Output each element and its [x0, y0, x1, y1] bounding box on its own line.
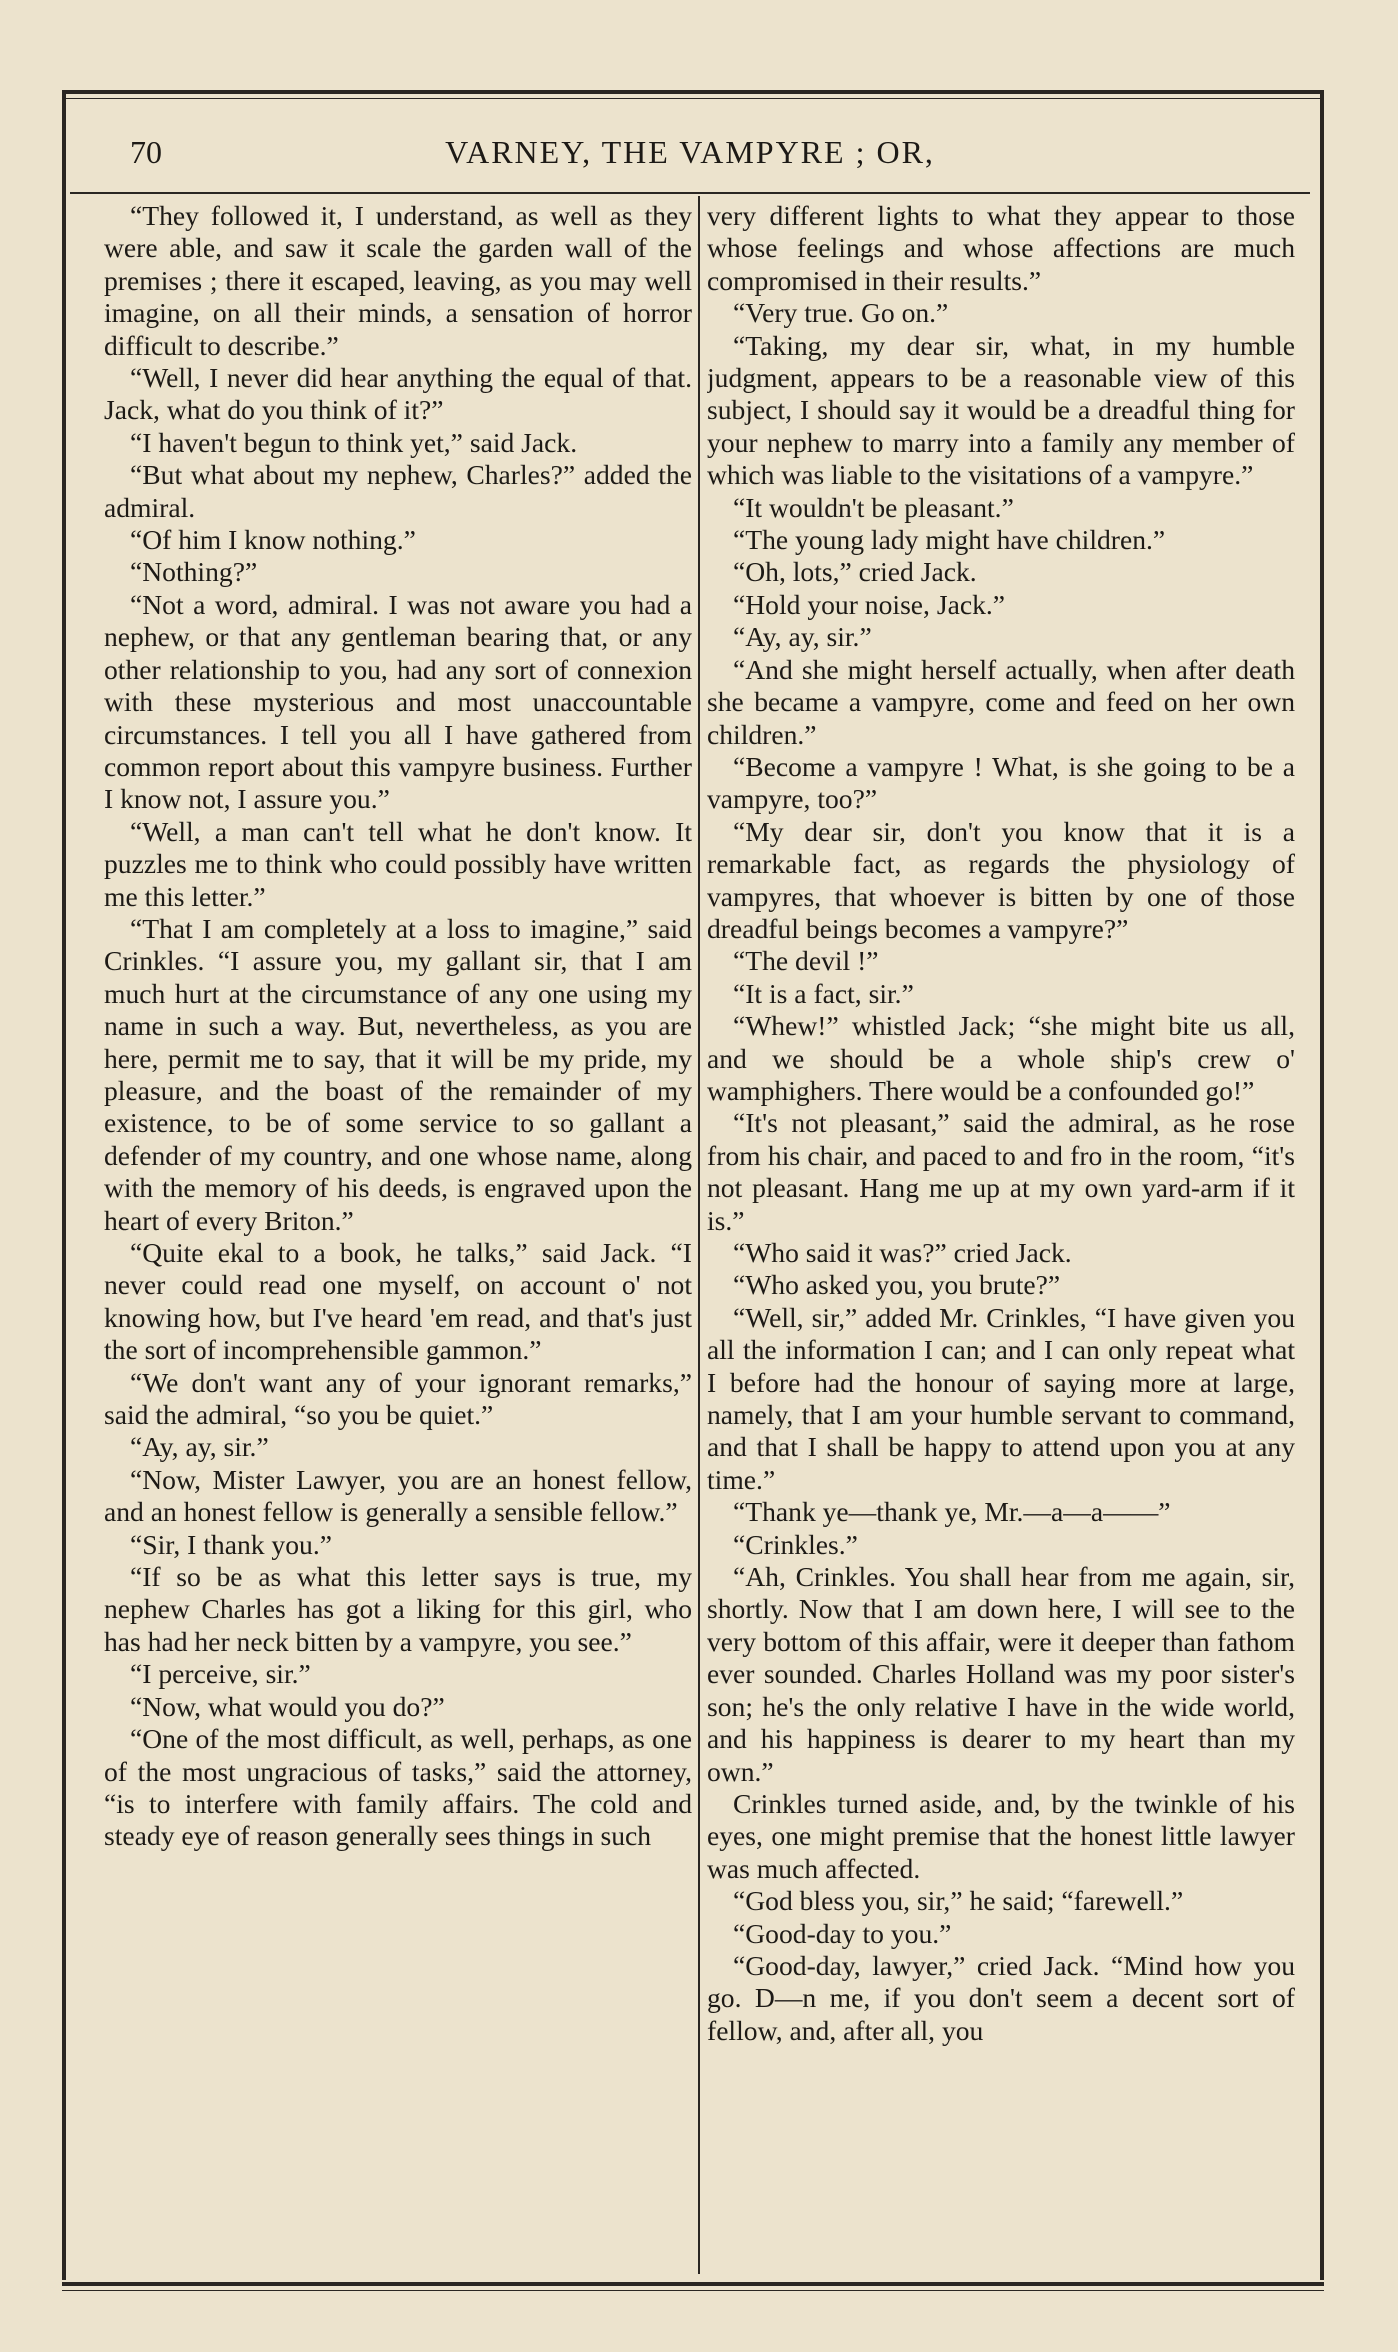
paragraph: “Thank ye—thank ye, Mr.—a—a——” [733, 1496, 1171, 1528]
paragraph: “If so be as what this letter says is true, my nephew Charles has got a liking for this girl, who has had her neck bitten by a vampyre, you see.” [104, 1561, 692, 1657]
paragraph: “Well, sir,” added Mr. Crinkles, “I have given you all the information I can; and I can only repeat what I before had the honour of saying more at large, namely, that I am your humble servant to command, and that I shall be happy to attend upon you at any time.” [707, 1301, 1295, 1495]
paragraph: “My dear sir, don't you know that it is a remarkable fact, as regards the physiology of vampyres, that whoever is bitten by one of those dreadful beings becomes a vampyre?” [707, 815, 1295, 944]
paragraph: “Now, Mister Lawyer, you are an honest fellow, and an honest fellow is generally a sensible fellow.” [104, 1463, 692, 1528]
paragraph: “Ay, ay, sir.” [130, 1431, 269, 1463]
paragraph: “I haven't begun to think yet,” said Jack. [130, 426, 578, 458]
paragraph: “Whew!” whistled Jack; “she might bite us all, and we should be a whole ship's crew o' wamphighers. There would be a confounded go!” [707, 1010, 1295, 1106]
paragraph: “Well, I never did hear anything the equal of that. Jack, what do you think of it?” [104, 362, 692, 426]
paragraph: “Quite ekal to a book, he talks,” said Jack. “I never could read one myself, on account o' not knowing how, but I've heard 'em read, and that's just the sort of incomprehensible gammon.” [104, 1237, 692, 1366]
paragraph: “The devil !” [733, 945, 879, 977]
paragraph: “I perceive, sir.” [130, 1658, 311, 1690]
column-divider [698, 196, 700, 2274]
paragraph: “Crinkles.” [733, 1528, 858, 1560]
paragraph: “That I am completely at a loss to imagine,” said Crinkles. “I assure you, my gallant sir, that I am much hurt at the circumstance of any one using my name in such a way. But, nevertheless, as you are here, permit me to say, that it will be my pride, my pleasure, and the boast of the remainder of my existence, to be of some service to so gallant a defender of my country, and one whose name, along with the memory of his deeds, is engraved upon the heart of every Briton.” [104, 912, 692, 1236]
paragraph: “Ay, ay, sir.” [733, 621, 872, 653]
paragraph: “Good-day, lawyer,” cried Jack. “Mind how you go. D—n me, if you don't seem a decent sort of fellow, and, after all, you [707, 1949, 1295, 2046]
paragraph: “Oh, lots,” cried Jack. [733, 556, 977, 588]
paragraph: “Very true. Go on.” [733, 297, 949, 329]
paragraph: “Good-day to you.” [733, 1917, 952, 1949]
paragraph: “But what about my nephew, Charles?” added the admiral. [104, 459, 692, 523]
paragraph: “We don't want any of your ignorant remarks,” said the admiral, “so you be quiet.” [104, 1366, 692, 1431]
paragraph: “Who asked you, you brute?” [733, 1269, 1061, 1301]
paragraph: “Now, what would you do?” [130, 1690, 445, 1722]
paragraph: “Who said it was?” cried Jack. [733, 1237, 1072, 1268]
paragraph: “Ah, Crinkles. You shall hear from me again, sir, shortly. Now that I am down here, I will see to the very bottom of this affair, were it deeper than fathom ever sounded. Charles Holland was my poor sister's son; he's the only relative I have in the wide world, and his happiness is dearer to my heart than my own.” [707, 1561, 1295, 1787]
paragraph: “One of the most difficult, as well, perhaps, as one of the most ungracious of tasks,” said the attorney, “is to interfere with family affairs. The cold and steady eye of reason generally sees things in such [104, 1723, 692, 1852]
paragraph: “Hold your noise, Jack.” [733, 588, 1006, 620]
paragraph: “Sir, I thank you.” [130, 1528, 332, 1560]
paragraph: “Nothing?” [130, 556, 258, 588]
paragraph: Crinkles turned aside, and, by the twinkle of his eyes, one might premise that the honest little lawyer was much affected. [707, 1787, 1295, 1884]
bottom-border-rule [62, 2282, 1324, 2291]
page-header [70, 128, 1310, 184]
left-column [104, 200, 692, 2270]
paragraph: “It is a fact, sir.” [733, 977, 914, 1009]
paragraph: “God bless you, sir,” he said; “farewell.” [733, 1885, 1184, 1917]
paragraph: “Not a word, admiral. I was not aware you had a nephew, or that any gentleman bearing that, or any other relationship to you, had any sort of connexion with these mysterious and most unaccountable circumstances. I tell you all I have gathered from common report about this vampyre business. Further I know not, I assure you.” [104, 588, 692, 815]
paragraph: “They followed it, I understand, as well as they were able, and saw it scale the garden wall of the premises ; there it escaped, leaving, as you may well imagine, on all their minds, a sensation of horror difficult to describe.” [104, 200, 692, 361]
paragraph: “Become a vampyre ! What, is she going to be a vampyre, too?” [707, 750, 1295, 815]
paragraph-continuation: very different lights to what they appear to those whose feelings and whose affections are much compromised in their results.” [707, 200, 1295, 296]
paragraph: “It wouldn't be pleasant.” [733, 491, 1014, 523]
right-column [707, 200, 1295, 2270]
paragraph: “Of him I know nothing.” [130, 524, 416, 556]
paragraph: “The young lady might have children.” [733, 524, 1166, 556]
paragraph: “It's not pleasant,” said the admiral, as he rose from his chair, and paced to and fro in the room, “it's not pleasant. Hang me up at my own yard-arm if it is.” [707, 1107, 1295, 1236]
paragraph: “Well, a man can't tell what he don't know. It puzzles me to think who could possibly have written me this letter.” [104, 815, 692, 912]
paragraph: “And she might herself actually, when after death she became a vampyre, come and feed on her own children.” [707, 653, 1295, 750]
header-rule [70, 192, 1310, 194]
running-head: VARNEY, THE VAMPYRE ; OR, [445, 134, 935, 170]
paragraph: “Taking, my dear sir, what, in my humble judgment, appears to be a reasonable view of this subject, I should say it would be a dreadful thing for your nephew to marry into a family any member of which was liable to the visitations of a vampyre.” [707, 329, 1295, 491]
page-number: 70 [130, 134, 162, 170]
